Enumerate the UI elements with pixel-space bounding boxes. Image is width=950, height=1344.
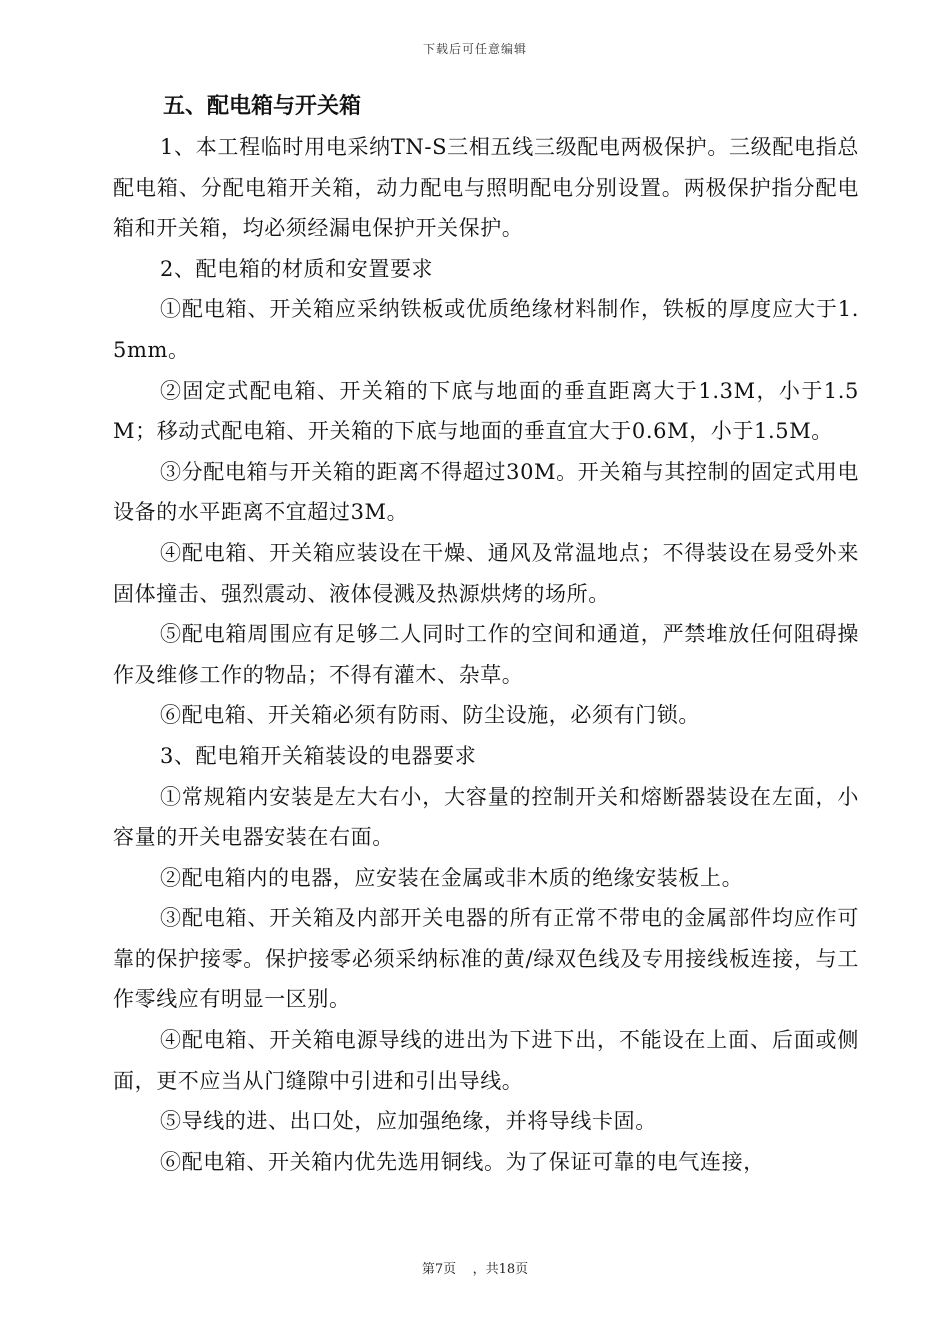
paragraph: ⑤导线的进、出口处，应加强绝缘，并将导线卡固。: [160, 1109, 657, 1134]
paragraph: ④配电箱、开关箱应装设在干燥、通风及常温地点；不得装设在易受外来固体撞击、强烈震动、液体侵溅及热源烘烤的场所。: [113, 540, 859, 606]
paragraph: 2、配电箱的材质和安置要求: [160, 256, 434, 281]
paragraph: ①常规箱内安装是左大右小，大容量的控制开关和熔断器装设在左面，小容量的开关电器安装在右面。: [113, 784, 859, 850]
paragraph: 3、配电箱开关箱装设的电器要求: [160, 743, 477, 768]
paragraph: ⑥配电箱、开关箱必须有防雨、防尘设施，必须有门锁。: [160, 703, 700, 728]
paragraph: ②固定式配电箱、开关箱的下底与地面的垂直距离大于1.3M，小于1.5M；移动式配电箱、开关箱的下底与地面的垂直宜大于0.6M，小于1.5M。: [113, 378, 859, 444]
paragraph: ②配电箱内的电器，应安装在金属或非木质的绝缘安装板上。: [160, 865, 744, 890]
paragraph: ③分配电箱与开关箱的距离不得超过30M。开关箱与其控制的固定式用电设备的水平距离不宜超过3M。: [113, 459, 859, 525]
paragraph: ④配电箱、开关箱电源导线的进出为下进下出，不能设在上面、后面或侧面，更不应当从门缝隙中引进和引出导线。: [113, 1028, 859, 1093]
paragraph: ⑥配电箱、开关箱内优先选用铜线。为了保证可靠的电气连接，: [160, 1149, 765, 1174]
document-body: [113, 86, 859, 1182]
paragraph: ①配电箱、开关箱应采纳铁板或优质绝缘材料制作，铁板的厚度应大于1.5mm。: [113, 297, 859, 362]
paragraph: 1、本工程临时用电采纳TN-S三相五线三级配电两极保护。三级配电指总配电箱、分配电箱开关箱，动力配电与照明配电分别设置。两极保护指分配电箱和开关箱，均必须经漏电保护开关保护。: [113, 135, 859, 241]
section-title: 五、配电箱与开关箱: [163, 94, 362, 119]
paragraph: ⑤配电箱周围应有足够二人同时工作的空间和通道，严禁堆放任何阻碍操作及维修工作的物品；不得有灌木、杂草。: [113, 622, 859, 687]
paragraph: ③配电箱、开关箱及内部开关电器的所有正常不带电的金属部件均应作可靠的保护接零。保护接零必须采纳标准的黄/绿双色线及专用接线板连接，与工作零线应有明显一区别。: [113, 906, 859, 1012]
page-footer: 第7页 ，共18页: [421, 1262, 529, 1277]
page-header: 下载后可任意编辑: [422, 42, 527, 56]
